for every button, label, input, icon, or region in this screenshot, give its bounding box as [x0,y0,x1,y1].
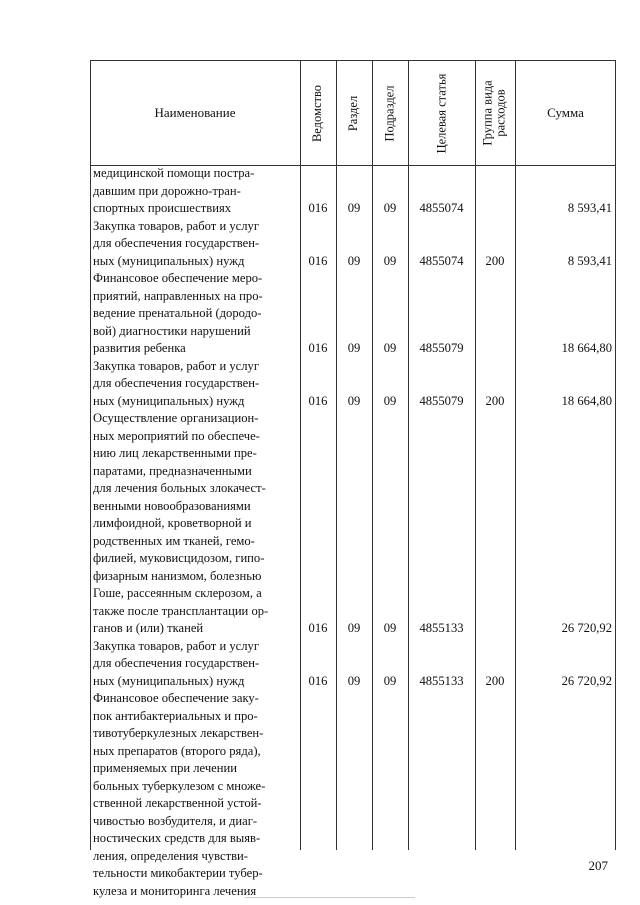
cell-name-line: для лечения больных злокачест- [93,481,266,495]
table-row [90,638,616,691]
cell-gruppa: 200 [485,673,505,688]
cell-name-line: развития ребенка [93,341,186,355]
cell-razdel: 09 [347,253,361,268]
header-vedomstvo-label: Ведомство [310,84,325,142]
cell-summa: 18 664,80 [561,341,612,355]
cell-vedomstvo: 016 [308,201,328,215]
cell-name-line: тивотуберкулезных лекарствен- [93,726,264,740]
cell-razdel: 09 [347,341,361,355]
cell-name-line: ных (муниципальных) нужд [93,673,245,688]
cell-name-line: для обеспечения государствен- [93,656,260,670]
table-row [90,218,616,271]
cell-name-line: ных (муниципальных) нужд [93,393,245,408]
cell-name-line: Финансовое обеспечение заку- [93,691,259,705]
cell-gruppa: 200 [485,393,505,408]
cell-name-line: ных препаратов (второго ряда), [93,743,261,758]
cell-podrazdel: 09 [383,393,397,408]
header-summa [515,61,616,165]
cell-podrazdel: 09 [383,621,397,635]
cell-name-line: тельности микобактерии тубер- [93,866,263,880]
cell-name-line: ведение пренатальной (дородо- [93,306,262,320]
header-gruppa-label [482,80,508,145]
cell-name [93,270,291,358]
cell-razdel: 09 [347,673,361,688]
header-summa-label: Сумма [547,105,584,120]
cell-name [93,410,291,638]
cell-celevaya: 4855079 [419,341,464,355]
cell-razdel: 09 [347,393,361,408]
page-number: 207 [588,858,608,873]
cell-name-line: Закупка товаров, работ и услуг [93,638,259,653]
cell-name-line: паратами, предназначенными [93,463,252,478]
cell-vedomstvo: 016 [308,621,328,635]
cell-name-line: также после трансплантации ор- [93,603,269,618]
header-name [90,61,300,165]
cell-name-line: Гоше, рассеянным склерозом, а [93,586,262,600]
cell-name-line: кулеза и мониторинга лечения [93,883,257,898]
cell-name-line: родственных им тканей, гемо- [93,533,255,548]
cell-summa: 8 593,41 [567,253,612,268]
cell-name-line: ганов и (или) тканей [93,621,204,635]
cell-podrazdel: 09 [383,673,397,688]
header-celevaya-label: Целевая статья [434,73,449,153]
cell-name-line: ностических средств для выяв- [93,831,261,845]
header-podrazdel-label: Подраздел [382,85,397,141]
cell-name-line: Финансовое обеспечение меро- [93,271,263,285]
cell-celevaya: 4855074 [419,201,464,215]
cell-podrazdel: 09 [383,201,397,215]
cell-name-line: для обеспечения государствен- [93,236,260,250]
cell-name-line: чивостью возбудителя, и диаг- [93,813,258,828]
cell-name-line: венными новообразованиями [93,498,251,513]
cell-razdel: 09 [347,201,361,215]
cell-name-line: больных туберкулезом с множе- [93,778,266,793]
table-row [90,690,616,900]
cell-name [93,690,291,900]
cell-name-line: Осуществление организацион- [93,411,259,425]
header-razdel-label: Раздел [346,95,361,131]
cell-podrazdel: 09 [383,253,397,268]
cell-name-line: нию лиц лекарственными пре- [93,446,257,460]
cell-vedomstvo: 016 [308,253,328,268]
cell-vedomstvo: 016 [308,673,328,688]
cell-podrazdel: 09 [383,341,397,355]
cell-name-line: лимфоидной, кроветворной и [93,516,252,530]
cell-celevaya: 4855133 [419,621,464,635]
cell-name-line: ления, определения чувстви- [93,848,248,863]
cell-razdel: 09 [347,621,361,635]
cell-name-line: ных мероприятий по обеспече- [93,428,260,443]
cell-name-line: применяемых при лечении [93,761,237,775]
cell-name [93,638,291,691]
cell-summa: 18 664,80 [561,393,612,408]
cell-name [93,358,291,411]
table-row [90,358,616,411]
header-gruppa [475,61,515,165]
table-row [90,410,616,638]
cell-name-line: ственной лекарственной устой- [93,796,262,810]
cell-celevaya: 4855133 [419,673,464,688]
cell-celevaya: 4855074 [419,253,464,268]
cell-gruppa: 200 [485,253,505,268]
cell-vedomstvo: 016 [308,341,328,355]
table-row [90,165,616,218]
header-vedomstvo [300,61,336,165]
cell-summa: 8 593,41 [567,201,612,215]
cell-name [93,165,291,218]
cell-vedomstvo: 016 [308,393,328,408]
cell-summa: 26 720,92 [561,673,612,688]
header-celevaya [408,61,475,165]
cell-name-line: давшим при дорожно-тран- [93,183,241,198]
header-podrazdel [372,61,408,165]
cell-name-line: Закупка товаров, работ и услуг [93,358,259,373]
cell-name-line: спортных происшествиях [93,201,232,215]
table-row [90,270,616,358]
cell-name-line: Закупка товаров, работ и услуг [93,218,259,233]
cell-celevaya: 4855079 [419,393,464,408]
cell-name-line: физарным нанизмом, болезнью [93,568,262,583]
table-header [90,60,616,166]
header-razdel [336,61,372,165]
cell-name-line: вой) диагностики нарушений [93,323,251,338]
page-bottom-rule [245,897,415,898]
cell-name-line: пок антибактериальных и про- [93,708,258,723]
cell-summa: 26 720,92 [561,621,612,635]
header-name-label: Наименование [154,105,236,120]
cell-name-line: приятий, направленных на про- [93,288,263,303]
cell-name-line: филией, муковисцидозом, гипо- [93,551,265,565]
header-gruppa-line2: расходов [494,89,509,137]
cell-name [93,218,291,271]
header-gruppa-line1: Группа вида [481,80,496,146]
cell-name-line: медицинской помощи постра- [93,166,255,180]
cell-name-line: ных (муниципальных) нужд [93,253,245,268]
cell-name-line: для обеспечения государствен- [93,376,260,390]
